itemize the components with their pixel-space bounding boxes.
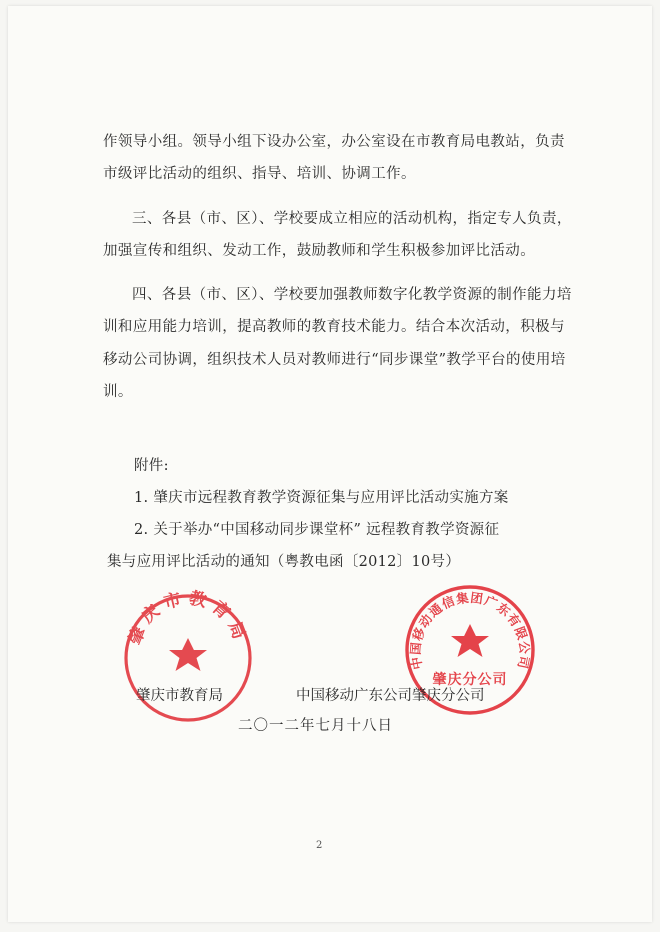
attachments-heading: 附件: [134,458,169,474]
signer-education-bureau: 肇庆市教育局 [136,688,223,704]
signers-row [0,678,660,708]
document-date: 二〇一二年七月十八日 [238,718,393,734]
svg-text:中国移动通信集团广东有限公司: 中国移动通信集团广东有限公司 [407,589,533,671]
paragraph-1: 作领导小组。领导小组下设办公室，办公室设在市教育局电教站，负责市级评比活动的组织、指导、培训、协调工作。 [103,134,565,183]
svg-text:肇庆分公司: 肇庆分公司 [432,672,508,688]
attachments-section [107,450,577,578]
signer-china-mobile: 中国移动广东公司肇庆分公司 [296,688,485,704]
attachment-item-2-line-1: 2. 关于举办“中国移动同步课堂杯” 远程教育教学资源征 [134,522,500,538]
body-text [103,126,573,408]
attachment-item-2-line-2: 集与应用评比活动的通知（粤教电函〔2012〕10号） [107,554,461,570]
paragraph-3: 四、各县（市、区）、学校要加强教师数字化教学资源的制作能力培训和应用能力培训，提高教师的教育技术能力。结合本次活动，积极与移动公司协调，组织技术人员对教师进行“同步课堂”教学平台的使用培训。 [103,287,572,401]
page-number: 2 [316,840,323,851]
svg-text:肇庆市教育局: 肇庆市教育局 [125,588,251,648]
paragraph-2: 三、各县（市、区）、学校要成立相应的活动机构，指定专人负责，加强宣传和组织、发动工作，鼓励教师和学生积极参加评比活动。 [103,210,572,259]
attachment-item-1: 1. 肇庆市远程教育教学资源征集与应用评比活动实施方案 [134,490,509,506]
